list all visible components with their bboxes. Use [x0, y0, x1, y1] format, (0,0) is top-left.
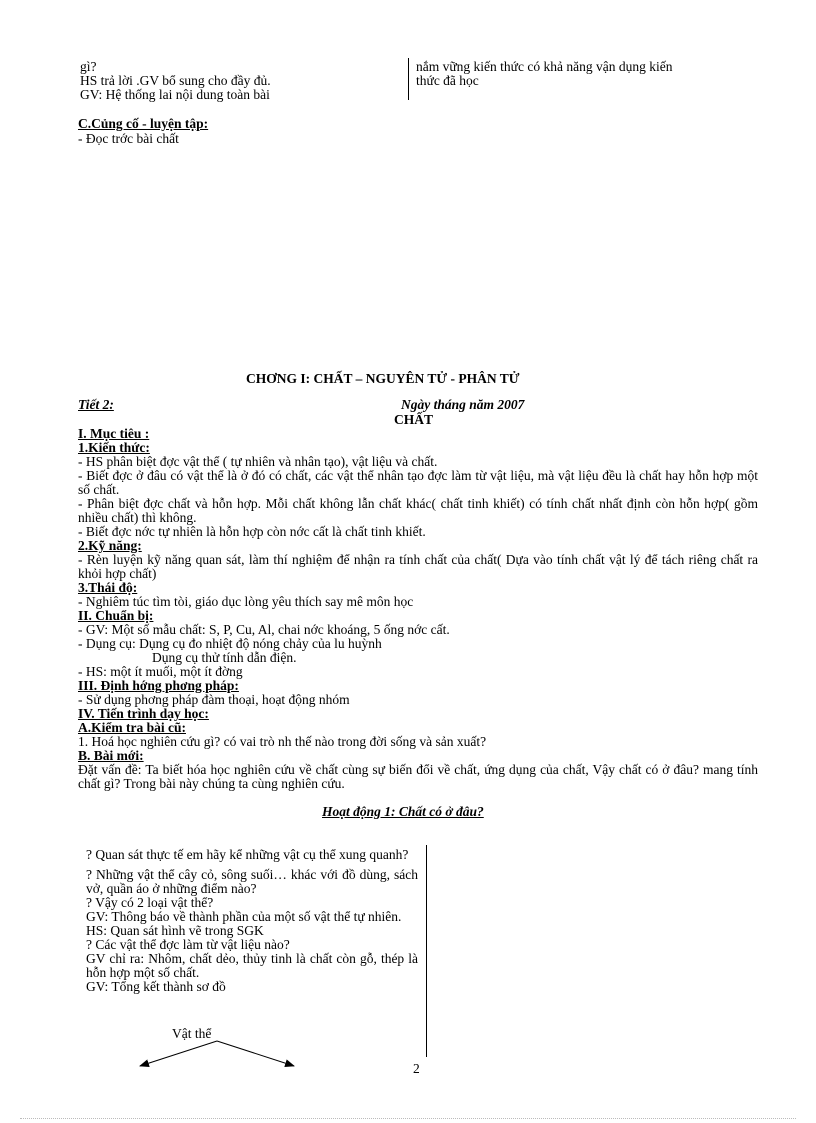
method-heading: III. Định hớng phơng pháp: — [78, 678, 239, 693]
prev-right-line-1: nắm vững kiến thức có khả năng vận dụng kiến — [416, 59, 673, 74]
knowledge-item: - Biết đợc ở đâu có vật thể là ở đó có chất, các vật thể nhân tạo đợc làm từ vật liệu, mà vật liệu đều là chất hay hỗn hợp một số chất. — [78, 468, 758, 497]
check-item: 1. Hoá học nghiên cứu gì? có vai trò nh thế nào trong đời sống và sản xuất? — [78, 734, 487, 749]
page-number: 2 — [413, 1061, 420, 1076]
knowledge-item: - HS phân biệt đợc vật thể ( tự nhiên và nhân tạo), vật liệu và chất. — [78, 454, 438, 469]
activity-line: GV: Tổng kết thành sơ đồ — [86, 979, 226, 994]
consolidation-item: - Đọc trớc bài chất — [78, 131, 179, 146]
preparation-heading: II. Chuẩn bị: — [78, 608, 154, 623]
page-bottom-border — [20, 1118, 796, 1119]
preparation-line: - GV: Một số mẫu chất: S, P, Cu, Al, chai nớc khoáng, 5 ống nớc cất. — [78, 622, 450, 637]
activity-line: ? Các vật thể đợc làm từ vật liệu nào? — [86, 937, 290, 952]
activity-line: ? Quan sát thực tế em hãy kể những vật cụ thể xung quanh? — [86, 847, 409, 862]
prev-right-line-2: thức đã học — [416, 73, 479, 88]
attitude-heading: 3.Thái độ: — [78, 580, 138, 595]
lesson-label: Tiết 2: — [78, 397, 114, 412]
diagram-arrow-left — [140, 1041, 217, 1066]
preparation-line: - HS: một ít muối, một ít đờng — [78, 664, 243, 679]
activity-line: ? Những vật thể cây cỏ, sông suối… khác với đồ dùng, sách vở, quần áo ở những điểm nào? — [86, 867, 418, 896]
attitude-item: - Nghiêm túc tìm tòi, giáo dục lòng yêu thích say mê môn học — [78, 594, 414, 609]
lesson-date: Ngày tháng năm 2007 — [401, 397, 525, 412]
diagram-arrow-right — [217, 1041, 294, 1066]
activity-line: GV: Thông báo về thành phần của một số vật thể tự nhiên. — [86, 909, 402, 924]
skills-heading: 2.Kỹ năng: — [78, 538, 142, 553]
knowledge-item: - Biết đợc nớc tự nhiên là hỗn hợp còn nớc cất là chất tinh khiết. — [78, 524, 426, 539]
column-divider-activity — [426, 845, 427, 1057]
activity-line: HS: Quan sát hình vẽ trong SGK — [86, 923, 264, 938]
knowledge-heading: 1.Kiến thức: — [78, 440, 150, 455]
method-item: - Sử dụng phơng pháp đàm thoại, hoạt động nhóm — [78, 692, 350, 707]
preparation-line: - Dụng cụ: Dụng cụ đo nhiệt độ nóng chảy của lu huỳnh — [78, 636, 382, 651]
diagram-root-label: Vật thể — [172, 1026, 212, 1041]
lesson-title: CHẤT — [394, 412, 434, 427]
knowledge-item: - Phân biệt đợc chất và hỗn hợp. Mỗi chất không lẫn chất khác( chất tinh khiết) có tính chất nhất định còn hỗn hợp( gồm nhiều chất) thì không. — [78, 496, 758, 525]
new-lesson-heading: B. Bài mới: — [78, 748, 144, 763]
preparation-line: Dụng cụ thử tính dẫn điện. — [152, 650, 297, 665]
activity-line: GV chỉ ra: Nhôm, chất dẻo, thủy tinh là chất còn gỗ, thép là hỗn hợp một số chất. — [86, 951, 418, 980]
check-heading: A.Kiểm tra bài cũ: — [78, 720, 186, 735]
lesson-body — [78, 427, 758, 791]
activity-column — [86, 848, 418, 994]
consolidation-heading: C.Củng cố - luyện tập: — [78, 116, 209, 131]
activity-line: ? Vậy có 2 loại vật thể? — [86, 895, 214, 910]
objectives-heading: I. Mục tiêu : — [78, 426, 150, 441]
skills-item: - Rèn luyện kỹ năng quan sát, làm thí nghiệm để nhận ra tính chất của chất( Dựa vào tính chất vật lý để tách riêng chất ra khỏi hợp chất) — [78, 552, 758, 581]
column-divider-top — [408, 58, 409, 100]
process-heading: IV. Tiến trình dạy học: — [78, 706, 209, 721]
new-lesson-item: Đặt vấn đề: Ta biết hóa học nghiên cứu về chất cùng sự biến đổi về chất, ứng dụng của chất, Vậy chất có ở đâu? mang tính chất gì? Trong bài này chúng ta cùng nghiên cứu. — [78, 762, 758, 791]
activity-title: Hoạt động 1: Chất có ở đâu? — [322, 804, 484, 819]
chapter-title: CHƠNG I: CHẤT – NGUYÊN TỬ - PHÂN TỬ — [246, 371, 520, 386]
prev-left-line-3: GV: Hệ thống lai nội dung toàn bài — [80, 87, 270, 102]
prev-left-line-1: gì? — [80, 59, 97, 74]
prev-left-line-2: HS trả lời .GV bổ sung cho đầy đủ. — [80, 73, 271, 88]
